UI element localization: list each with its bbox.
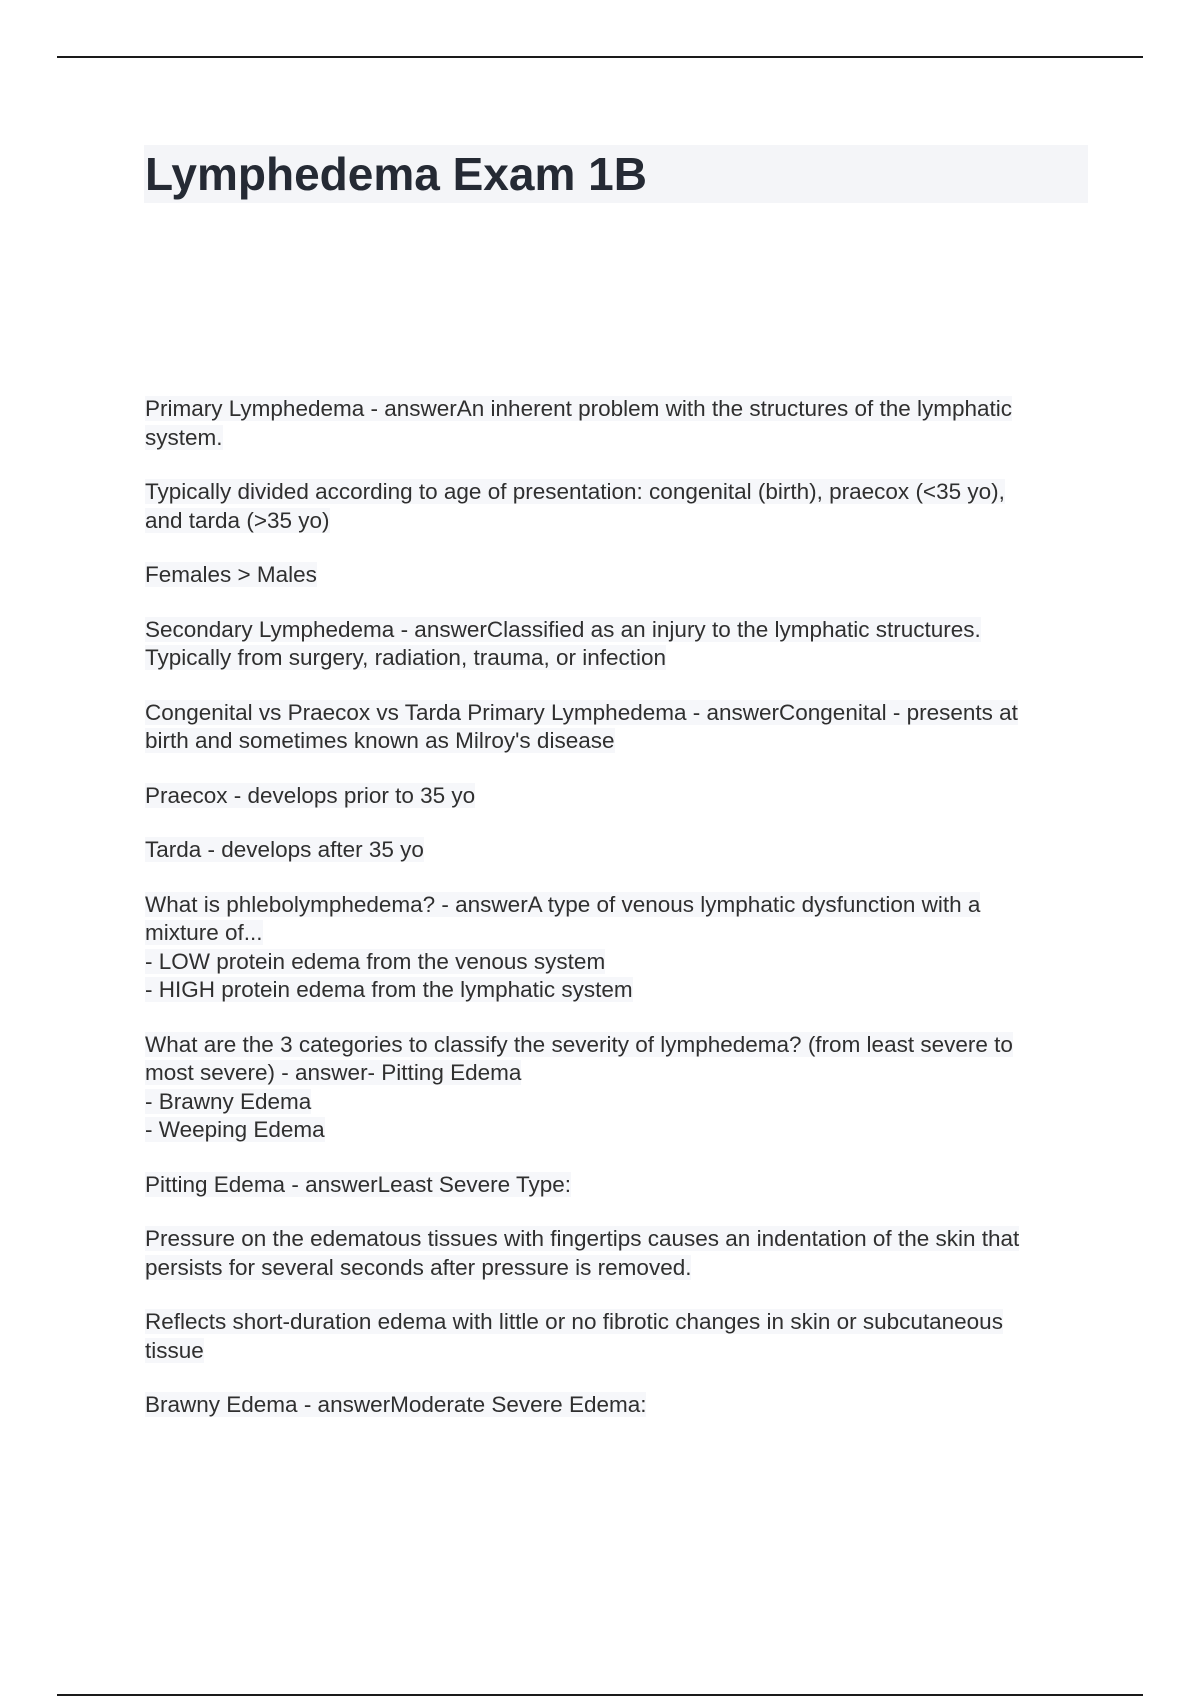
text-line-content: What is phlebolymphedema? - answerA type of venous lymphatic dysfunction with a <box>145 891 981 917</box>
qa-paragraph <box>145 1391 1095 1420</box>
text-line <box>145 727 1095 756</box>
text-line <box>145 395 1095 424</box>
text-line-content: Secondary Lymphedema - answerClassified as an injury to the lymphatic structures. <box>145 616 981 642</box>
text-line <box>145 478 1095 507</box>
text-line-content: Typically divided according to age of presentation: congenital (birth), praecox (<35 yo), <box>145 479 1005 504</box>
text-line-content: - HIGH protein edema from the lymphatic system <box>145 977 633 1002</box>
text-line <box>145 1337 1095 1366</box>
text-line <box>145 891 1095 920</box>
document-body <box>145 395 1095 1446</box>
text-line <box>145 1171 1095 1200</box>
text-line-content: Congenital vs Praecox vs Tarda Primary Lymphedema - answerCongenital - presents at <box>145 699 1018 725</box>
text-line <box>145 424 1095 453</box>
text-line <box>145 976 1095 1005</box>
text-line <box>145 1116 1095 1145</box>
text-line <box>145 644 1095 673</box>
text-line-content: Females > Males <box>145 562 317 587</box>
text-line <box>145 507 1095 536</box>
qa-paragraph <box>145 561 1095 590</box>
text-line <box>145 561 1095 590</box>
text-line <box>145 1391 1095 1420</box>
qa-paragraph <box>145 1225 1095 1282</box>
qa-paragraph <box>145 616 1095 673</box>
text-line-content: mixture of... <box>145 920 263 945</box>
text-line-content: Praecox - develops prior to 35 yo <box>145 782 476 808</box>
text-line <box>145 699 1095 728</box>
text-line-content: Pressure on the edematous tissues with fingertips causes an indentation of the skin that <box>145 1226 1020 1251</box>
text-line-content: system. <box>145 424 223 450</box>
qa-paragraph <box>145 1171 1095 1200</box>
text-line-content: - Weeping Edema <box>145 1117 325 1142</box>
qa-paragraph <box>145 395 1095 452</box>
text-line-content: Primary Lymphedema - answerAn inherent problem with the structures of the lymphatic <box>145 396 1013 421</box>
qa-paragraph <box>145 1308 1095 1365</box>
text-line <box>145 836 1095 865</box>
text-line <box>145 1225 1095 1254</box>
text-line <box>145 616 1095 645</box>
text-line-content: Pitting Edema - answerLeast Severe Type: <box>145 1171 572 1197</box>
qa-paragraph <box>145 836 1095 865</box>
text-line-content: persists for several seconds after pressure is removed. <box>145 1254 692 1280</box>
qa-paragraph <box>145 699 1095 756</box>
text-line <box>145 919 1095 948</box>
text-line-content: - Brawny Edema <box>145 1088 312 1114</box>
text-line <box>145 1031 1095 1060</box>
text-line <box>145 1308 1095 1337</box>
text-line <box>145 948 1095 977</box>
text-line-content: Brawny Edema - answerModerate Severe Edema: <box>145 1392 647 1417</box>
qa-paragraph <box>145 1031 1095 1145</box>
text-line <box>145 1254 1095 1283</box>
text-line-content: Typically from surgery, radiation, trauma, or infection <box>145 645 667 670</box>
text-line-content: - LOW protein edema from the venous system <box>145 948 606 974</box>
page-title: Lymphedema Exam 1B <box>145 148 647 200</box>
qa-paragraph <box>145 478 1095 535</box>
text-line <box>145 1088 1095 1117</box>
text-line-content: most severe) - answer- Pitting Edema <box>145 1060 522 1085</box>
text-line-content: Tarda - develops after 35 yo <box>145 837 424 862</box>
text-line-content: tissue <box>145 1337 204 1363</box>
text-line <box>145 782 1095 811</box>
text-line <box>145 1059 1095 1088</box>
text-line-content: birth and sometimes known as Milroy's disease <box>145 728 615 753</box>
qa-paragraph <box>145 782 1095 811</box>
top-rule <box>57 56 1143 58</box>
text-line-content: What are the 3 categories to classify the severity of lymphedema? (from least severe to <box>145 1031 1013 1057</box>
qa-paragraph <box>145 891 1095 1005</box>
text-line-content: Reflects short-duration edema with little or no fibrotic changes in skin or subcutaneous <box>145 1309 1003 1334</box>
text-line-content: and tarda (>35 yo) <box>145 507 330 533</box>
bottom-rule <box>57 1694 1143 1696</box>
